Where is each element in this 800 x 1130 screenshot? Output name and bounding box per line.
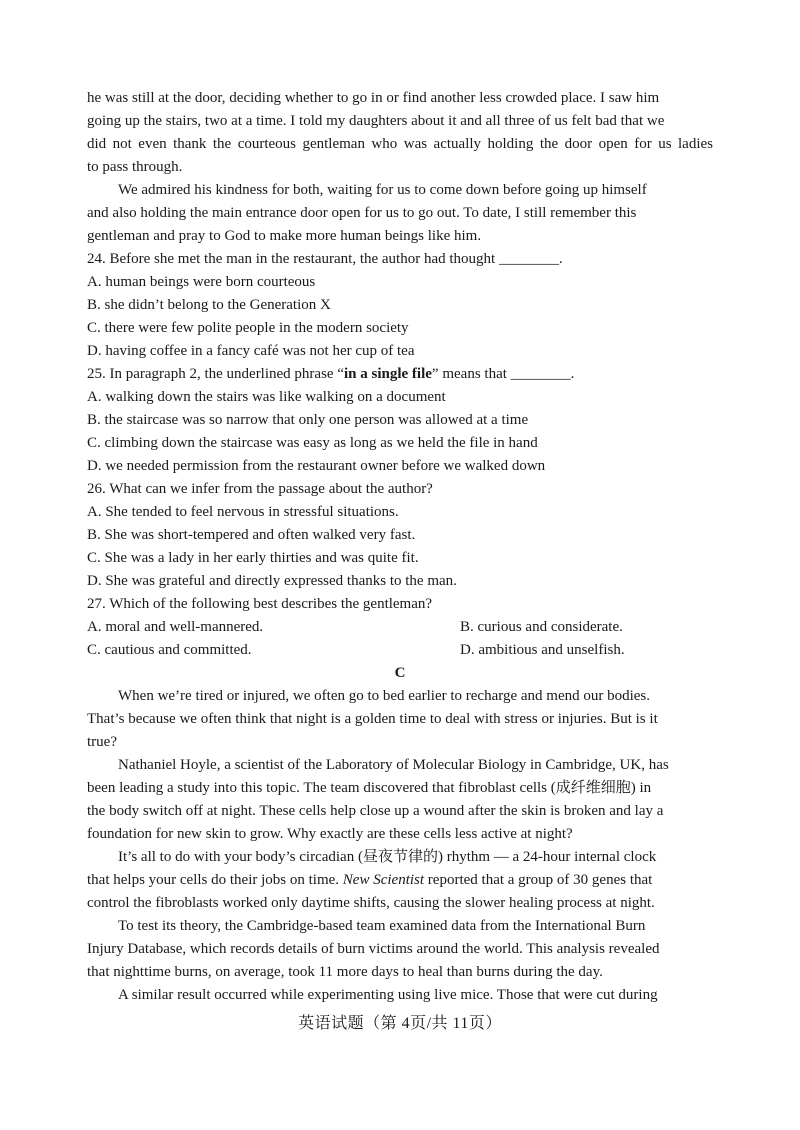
- question-27-option-a: A. moral and well-mannered.: [87, 619, 264, 635]
- question-24-stem: 24. Before she met the man in the restaurant, the author had thought ________.: [87, 251, 563, 267]
- question-24-option-b: B. she didn’t belong to the Generation X: [87, 297, 331, 313]
- passage-line: It’s all to do with your body’s circadian (昼夜节律的) rhythm — a 24-hour internal clock: [118, 849, 657, 865]
- question-24-option-d: D. having coffee in a fancy café was not her cup of tea: [87, 343, 415, 359]
- question-26-option-b: B. She was short-tempered and often walked very fast.: [87, 527, 416, 543]
- passage-line: control the fibroblasts worked only daytime shifts, causing the slower healing process at night.: [87, 895, 655, 911]
- passage-line: that nighttime burns, on average, took 11 more days to heal than burns during the day.: [87, 964, 603, 980]
- passage-line: To test its theory, the Cambridge-based team examined data from the International Burn: [118, 918, 646, 934]
- passage-line: We admired his kindness for both, waiting for us to come down before going up himself: [118, 182, 647, 198]
- passage-line: Injury Database, which records details of burn victims around the world. This analysis revealed: [87, 941, 660, 957]
- section-heading: C: [394, 665, 406, 681]
- passage-line: foundation for new skin to grow. Why exactly are these cells less active at night?: [87, 826, 573, 842]
- question-25-stem: [87, 364, 574, 384]
- page-footer: 英语试题（第 4页/共 11页）: [298, 1015, 502, 1032]
- passage-line: [87, 870, 652, 890]
- passage-line: and also holding the main entrance door open for us to go out. To date, I still remember this: [87, 205, 637, 221]
- question-27-option-c: C. cautious and committed.: [87, 642, 252, 658]
- question-24-option-a: A. human beings were born courteous: [87, 274, 316, 290]
- question-25-option-a: A. walking down the stairs was like walking on a document: [87, 389, 446, 405]
- passage-line: A similar result occurred while experimenting using live mice. Those that were cut during: [118, 987, 658, 1003]
- question-25-stem-post: ” means that ________.: [431, 366, 575, 382]
- question-26-option-a: A. She tended to feel nervous in stressful situations.: [87, 504, 399, 520]
- question-24-option-c: C. there were few polite people in the modern society: [87, 320, 409, 336]
- passage-text: that helps your cells do their jobs on time.: [87, 872, 343, 888]
- question-25-stem-pre: 25. In paragraph 2, the underlined phrase “: [87, 366, 344, 382]
- question-25-option-b: B. the staircase was so narrow that only one person was allowed at a time: [87, 412, 529, 428]
- passage-line: he was still at the door, deciding whether to go in or find another less crowded place. I saw him: [87, 90, 660, 106]
- passage-line: been leading a study into this topic. The team discovered that fibroblast cells (成纤维细胞) in: [87, 780, 652, 796]
- question-26-option-c: C. She was a lady in her early thirties and was quite fit.: [87, 550, 419, 566]
- question-27-option-b: B. curious and considerate.: [460, 619, 623, 635]
- question-27-option-d: D. ambitious and unselfish.: [460, 642, 625, 658]
- passage-text: reported that a group of 30 genes that: [424, 872, 653, 888]
- question-25-option-c: C. climbing down the staircase was easy as long as we held the file in hand: [87, 435, 538, 451]
- passage-line: When we’re tired or injured, we often go to bed earlier to recharge and mend our bodies.: [118, 688, 651, 704]
- publication-title: New Scientist: [342, 872, 425, 888]
- question-26-option-d: D. She was grateful and directly expressed thanks to the man.: [87, 573, 457, 589]
- passage-line: That’s because we often think that night is a golden time to deal with stress or injuries. But is it: [87, 711, 658, 727]
- passage-line: gentleman and pray to God to make more human beings like him.: [87, 228, 482, 244]
- passage-line: going up the stairs, two at a time. I told my daughters about it and all three of us felt bad that we: [87, 113, 665, 129]
- passage-line: the body switch off at night. These cells help close up a wound after the skin is broken and lay a: [87, 803, 664, 819]
- passage-line: to pass through.: [87, 159, 183, 175]
- passage-line: Nathaniel Hoyle, a scientist of the Laboratory of Molecular Biology in Cambridge, UK, has: [118, 757, 669, 773]
- question-26-stem: 26. What can we infer from the passage about the author?: [87, 481, 433, 497]
- question-27-stem: 27. Which of the following best describes the gentleman?: [87, 596, 433, 612]
- question-25-option-d: D. we needed permission from the restaurant owner before we walked down: [87, 458, 546, 474]
- passage-line: did not even thank the courteous gentleman who was actually holding the door open for us ladies: [87, 136, 713, 152]
- question-25-phrase: in a single file: [344, 366, 432, 382]
- passage-line: true?: [87, 734, 117, 750]
